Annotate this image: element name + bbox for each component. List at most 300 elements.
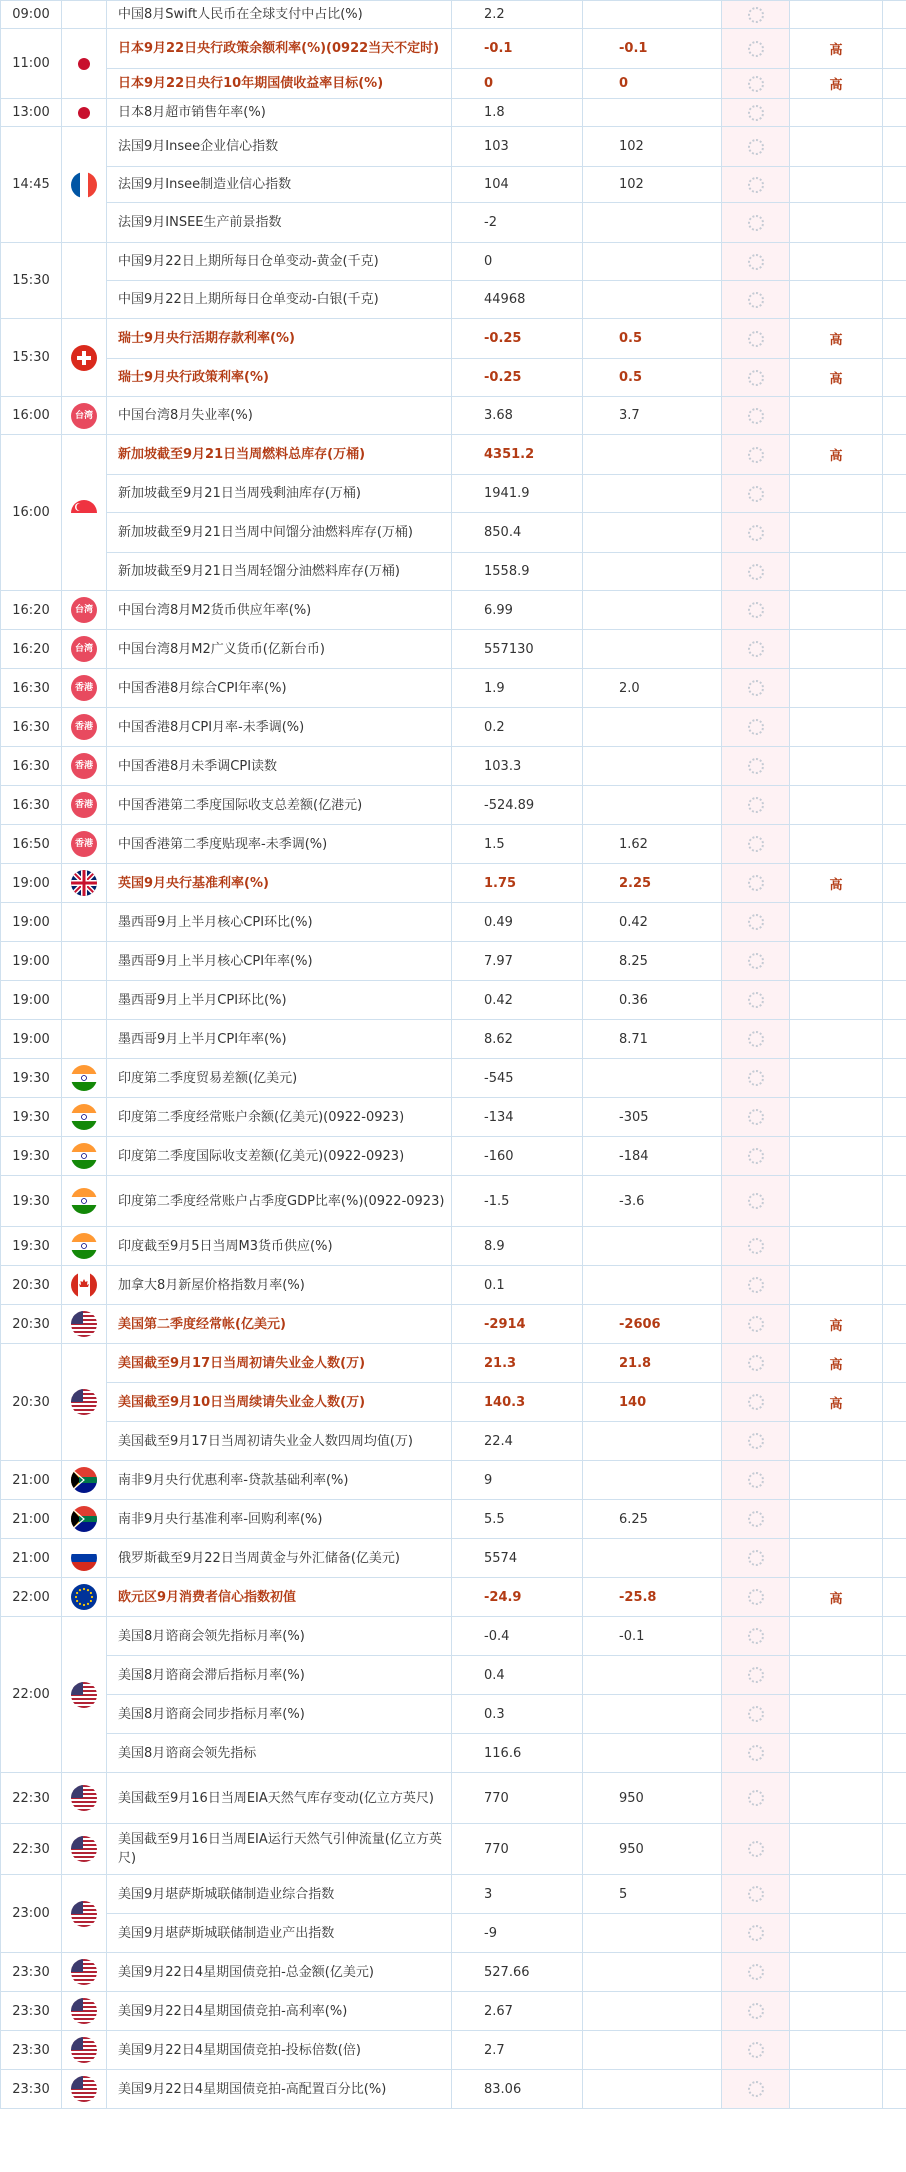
importance-label — [790, 1953, 883, 1992]
country-flag-cell — [62, 747, 107, 786]
indicator-name: 美国8月谘商会同步指标月率(%) — [107, 1695, 452, 1734]
table-row — [1, 1695, 906, 1734]
empty-cell — [883, 1824, 906, 1875]
indicator-name: 中国8月Swift人民币在全球支付中占比(%) — [107, 1, 452, 29]
actual-value: -0.25 — [452, 319, 583, 359]
empty-cell — [883, 397, 906, 435]
actual-value: 83.06 — [452, 2070, 583, 2109]
actual-value: 1.5 — [452, 825, 583, 864]
previous-value — [583, 1227, 722, 1266]
loading-spinner-icon — [748, 1148, 764, 1164]
country-flag-cell — [62, 669, 107, 708]
indicator-name: 中国9月22日上期所每日仓单变动-白银(千克) — [107, 281, 452, 319]
previous-value — [583, 1266, 722, 1305]
event-time: 19:30 — [1, 1176, 62, 1227]
actual-value: 103.3 — [452, 747, 583, 786]
actual-value: -9 — [452, 1914, 583, 1953]
actual-value: 2.67 — [452, 1992, 583, 2031]
importance-label: 高 — [790, 1578, 883, 1617]
actual-value: -545 — [452, 1059, 583, 1098]
empty-cell — [883, 1422, 906, 1461]
empty-cell — [883, 1227, 906, 1266]
importance-label — [790, 1824, 883, 1875]
event-time: 16:30 — [1, 708, 62, 747]
empty-cell — [883, 708, 906, 747]
forecast-cell — [722, 243, 790, 281]
loading-spinner-icon — [748, 292, 764, 308]
importance-label — [790, 2031, 883, 2070]
previous-value: 102 — [583, 167, 722, 203]
previous-value: -0.1 — [583, 1617, 722, 1656]
empty-cell — [883, 1734, 906, 1773]
indicator-name: 墨西哥9月上半月核心CPI年率(%) — [107, 942, 452, 981]
forecast-cell — [722, 69, 790, 99]
forecast-cell — [722, 397, 790, 435]
previous-value: -184 — [583, 1137, 722, 1176]
forecast-cell — [722, 864, 790, 903]
country-flag-cell — [62, 2070, 107, 2109]
event-time: 19:00 — [1, 903, 62, 942]
forecast-cell — [722, 1227, 790, 1266]
actual-value: 140.3 — [452, 1383, 583, 1422]
event-time: 16:30 — [1, 747, 62, 786]
canada-flag-icon — [71, 1272, 97, 1298]
actual-value: 8.9 — [452, 1227, 583, 1266]
event-time: 23:30 — [1, 2070, 62, 2109]
table-row — [1, 1059, 906, 1098]
table-row — [1, 903, 906, 942]
country-flag-cell — [62, 864, 107, 903]
country-flag-cell — [62, 786, 107, 825]
japan-flag-icon — [71, 51, 97, 77]
actual-value: 0.1 — [452, 1266, 583, 1305]
event-time: 23:30 — [1, 1992, 62, 2031]
country-flag-cell — [62, 1461, 107, 1500]
previous-value — [583, 1461, 722, 1500]
empty-cell — [883, 2070, 906, 2109]
importance-label — [790, 1617, 883, 1656]
loading-spinner-icon — [748, 7, 764, 23]
actual-value: 4351.2 — [452, 435, 583, 475]
actual-value: 44968 — [452, 281, 583, 319]
actual-value: 770 — [452, 1824, 583, 1875]
usa-flag-icon — [71, 1785, 97, 1811]
empty-cell — [883, 553, 906, 591]
event-time: 23:30 — [1, 1953, 62, 1992]
forecast-cell — [722, 1578, 790, 1617]
usa-flag-icon — [71, 1901, 97, 1927]
previous-value — [583, 1, 722, 29]
previous-value — [583, 591, 722, 630]
actual-value: 116.6 — [452, 1734, 583, 1773]
indicator-name: 墨西哥9月上半月CPI环比(%) — [107, 981, 452, 1020]
eu-flag-icon — [71, 1584, 97, 1610]
indicator-name: 中国香港8月CPI月率-未季调(%) — [107, 708, 452, 747]
empty-cell — [883, 864, 906, 903]
actual-value: 3 — [452, 1875, 583, 1914]
empty-cell — [883, 2031, 906, 2070]
table-row — [1, 1, 906, 29]
actual-value: 0 — [452, 243, 583, 281]
importance-label: 高 — [790, 1305, 883, 1344]
india-flag-icon — [71, 1104, 97, 1130]
forecast-cell — [722, 2070, 790, 2109]
event-time: 16:00 — [1, 435, 62, 591]
indicator-name: 瑞士9月央行政策利率(%) — [107, 359, 452, 397]
event-time: 16:20 — [1, 630, 62, 669]
table-row — [1, 1500, 906, 1539]
loading-spinner-icon — [748, 1316, 764, 1332]
loading-spinner-icon — [748, 836, 764, 852]
previous-value: 140 — [583, 1383, 722, 1422]
empty-cell — [883, 475, 906, 513]
forecast-cell — [722, 1137, 790, 1176]
previous-value — [583, 786, 722, 825]
loading-spinner-icon — [748, 641, 764, 657]
previous-value — [583, 2031, 722, 2070]
previous-value — [583, 1734, 722, 1773]
forecast-cell — [722, 1266, 790, 1305]
importance-label — [790, 1059, 883, 1098]
event-time: 19:00 — [1, 942, 62, 981]
indicator-name: 中国台湾8月M2广义货币(亿新台币) — [107, 630, 452, 669]
actual-value: 5574 — [452, 1539, 583, 1578]
event-time: 19:00 — [1, 864, 62, 903]
country-flag-cell — [62, 397, 107, 435]
importance-label — [790, 281, 883, 319]
loading-spinner-icon — [748, 1628, 764, 1644]
indicator-name: 南非9月央行基准利率-回购利率(%) — [107, 1500, 452, 1539]
importance-label — [790, 981, 883, 1020]
previous-value: -25.8 — [583, 1578, 722, 1617]
actual-value: 557130 — [452, 630, 583, 669]
importance-label — [790, 1734, 883, 1773]
indicator-name: 日本9月22日央行政策余额利率(%)(0922当天不定时) — [107, 29, 452, 69]
country-flag-cell — [62, 1227, 107, 1266]
table-row — [1, 1875, 906, 1914]
previous-value — [583, 630, 722, 669]
table-row — [1, 2070, 906, 2109]
importance-label: 高 — [790, 319, 883, 359]
actual-value: -2914 — [452, 1305, 583, 1344]
previous-value: 6.25 — [583, 1500, 722, 1539]
usa-flag-icon — [71, 1959, 97, 1985]
indicator-name: 印度第二季度国际收支差额(亿美元)(0922-0923) — [107, 1137, 452, 1176]
loading-spinner-icon — [748, 1886, 764, 1902]
previous-value — [583, 1953, 722, 1992]
india-flag-icon — [71, 1233, 97, 1259]
hongkong-flag-icon: 香港 — [71, 675, 97, 701]
indicator-name: 加拿大8月新屋价格指数月率(%) — [107, 1266, 452, 1305]
actual-value: 6.99 — [452, 591, 583, 630]
singapore-flag-icon — [71, 500, 97, 526]
empty-cell — [883, 1098, 906, 1137]
table-row — [1, 127, 906, 167]
previous-value: 2.0 — [583, 669, 722, 708]
empty-cell — [883, 69, 906, 99]
table-row — [1, 1176, 906, 1227]
forecast-cell — [722, 1383, 790, 1422]
table-row — [1, 942, 906, 981]
table-row — [1, 981, 906, 1020]
country-flag-cell — [62, 1500, 107, 1539]
empty-cell — [883, 359, 906, 397]
table-row — [1, 29, 906, 69]
taiwan-flag-icon: 台湾 — [71, 597, 97, 623]
table-row — [1, 864, 906, 903]
indicator-name: 日本9月22日央行10年期国债收益率目标(%) — [107, 69, 452, 99]
loading-spinner-icon — [748, 215, 764, 231]
country-flag-cell — [62, 1266, 107, 1305]
table-row — [1, 281, 906, 319]
actual-value: 0.3 — [452, 1695, 583, 1734]
indicator-name: 美国9月堪萨斯城联储制造业产出指数 — [107, 1914, 452, 1953]
table-row — [1, 1344, 906, 1383]
forecast-cell — [722, 981, 790, 1020]
table-row — [1, 825, 906, 864]
empty-cell — [883, 513, 906, 553]
forecast-cell — [722, 1914, 790, 1953]
forecast-cell — [722, 786, 790, 825]
loading-spinner-icon — [748, 1667, 764, 1683]
calendar-body — [1, 1, 906, 2109]
table-row — [1, 1137, 906, 1176]
usa-flag-icon — [71, 1389, 97, 1415]
indicator-name: 俄罗斯截至9月22日当周黄金与外汇储备(亿美元) — [107, 1539, 452, 1578]
indicator-name: 欧元区9月消费者信心指数初值 — [107, 1578, 452, 1617]
taiwan-flag-icon: 台湾 — [71, 636, 97, 662]
loading-spinner-icon — [748, 447, 764, 463]
country-flag-cell — [62, 942, 107, 981]
empty-cell — [883, 1578, 906, 1617]
importance-label — [790, 747, 883, 786]
forecast-cell — [722, 630, 790, 669]
previous-value: 0.42 — [583, 903, 722, 942]
previous-value: 1.62 — [583, 825, 722, 864]
loading-spinner-icon — [748, 1550, 764, 1566]
loading-spinner-icon — [748, 177, 764, 193]
importance-label — [790, 1992, 883, 2031]
empty-cell — [883, 1, 906, 29]
event-time: 15:30 — [1, 319, 62, 397]
empty-cell — [883, 1020, 906, 1059]
forecast-cell — [722, 747, 790, 786]
previous-value: 3.7 — [583, 397, 722, 435]
forecast-cell — [722, 1875, 790, 1914]
loading-spinner-icon — [748, 1841, 764, 1857]
table-row — [1, 1578, 906, 1617]
indicator-name: 中国台湾8月失业率(%) — [107, 397, 452, 435]
table-row — [1, 359, 906, 397]
forecast-cell — [722, 1656, 790, 1695]
previous-value: 8.71 — [583, 1020, 722, 1059]
forecast-cell — [722, 825, 790, 864]
event-time: 19:30 — [1, 1059, 62, 1098]
country-flag-cell — [62, 1617, 107, 1773]
event-time: 15:30 — [1, 243, 62, 319]
previous-value — [583, 1539, 722, 1578]
country-flag-cell — [62, 319, 107, 397]
loading-spinner-icon — [748, 1070, 764, 1086]
country-flag-cell — [62, 2031, 107, 2070]
indicator-name: 美国截至9月16日当周EIA运行天然气引伸流量(亿立方英尺) — [107, 1824, 452, 1875]
forecast-cell — [722, 1422, 790, 1461]
forecast-cell — [722, 475, 790, 513]
importance-label — [790, 127, 883, 167]
actual-value: 1558.9 — [452, 553, 583, 591]
actual-value: -134 — [452, 1098, 583, 1137]
table-row — [1, 99, 906, 127]
event-time: 13:00 — [1, 99, 62, 127]
usa-flag-icon — [71, 2037, 97, 2063]
empty-cell — [883, 1176, 906, 1227]
country-flag-cell — [62, 243, 107, 319]
importance-label — [790, 1020, 883, 1059]
event-time: 21:00 — [1, 1539, 62, 1578]
loading-spinner-icon — [748, 953, 764, 969]
empty-cell — [883, 319, 906, 359]
indicator-name: 法国9月Insee制造业信心指数 — [107, 167, 452, 203]
loading-spinner-icon — [748, 758, 764, 774]
forecast-cell — [722, 591, 790, 630]
country-flag-cell — [62, 630, 107, 669]
previous-value — [583, 1656, 722, 1695]
table-row — [1, 243, 906, 281]
importance-label — [790, 513, 883, 553]
previous-value: -2606 — [583, 1305, 722, 1344]
empty-cell — [883, 1137, 906, 1176]
indicator-name: 日本8月超市销售年率(%) — [107, 99, 452, 127]
country-flag-cell — [62, 591, 107, 630]
actual-value: 1941.9 — [452, 475, 583, 513]
previous-value — [583, 1059, 722, 1098]
country-flag-cell — [62, 1059, 107, 1098]
empty-cell — [883, 435, 906, 475]
importance-label — [790, 203, 883, 243]
empty-cell — [883, 1059, 906, 1098]
loading-spinner-icon — [748, 1589, 764, 1605]
table-row — [1, 319, 906, 359]
previous-value — [583, 708, 722, 747]
indicator-name: 南非9月央行优惠利率-贷款基础利率(%) — [107, 1461, 452, 1500]
previous-value — [583, 203, 722, 243]
forecast-cell — [722, 1539, 790, 1578]
table-row — [1, 1227, 906, 1266]
event-time: 21:00 — [1, 1500, 62, 1539]
event-time: 16:50 — [1, 825, 62, 864]
importance-label — [790, 1266, 883, 1305]
indicator-name: 瑞士9月央行活期存款利率(%) — [107, 319, 452, 359]
event-time: 11:00 — [1, 29, 62, 99]
importance-label — [790, 1656, 883, 1695]
previous-value: 0.5 — [583, 319, 722, 359]
loading-spinner-icon — [748, 797, 764, 813]
indicator-name: 美国9月堪萨斯城联储制造业综合指数 — [107, 1875, 452, 1914]
importance-label — [790, 1695, 883, 1734]
country-flag-cell — [62, 1875, 107, 1953]
importance-label — [790, 1461, 883, 1500]
table-row — [1, 630, 906, 669]
country-flag-cell — [62, 708, 107, 747]
country-flag-cell — [62, 29, 107, 99]
loading-spinner-icon — [748, 680, 764, 696]
actual-value: 527.66 — [452, 1953, 583, 1992]
previous-value — [583, 1422, 722, 1461]
indicator-name: 印度截至9月5日当周M3货币供应(%) — [107, 1227, 452, 1266]
empty-cell — [883, 747, 906, 786]
loading-spinner-icon — [748, 1925, 764, 1941]
country-flag-cell — [62, 1578, 107, 1617]
actual-value: 22.4 — [452, 1422, 583, 1461]
indicator-name: 美国9月22日4星期国债竞拍-投标倍数(倍) — [107, 2031, 452, 2070]
importance-label — [790, 1500, 883, 1539]
table-row — [1, 1992, 906, 2031]
actual-value: 850.4 — [452, 513, 583, 553]
country-flag-cell — [62, 1773, 107, 1824]
empty-cell — [883, 825, 906, 864]
country-flag-cell — [62, 1824, 107, 1875]
forecast-cell — [722, 99, 790, 127]
actual-value: -0.4 — [452, 1617, 583, 1656]
event-time: 16:30 — [1, 669, 62, 708]
previous-value: 950 — [583, 1824, 722, 1875]
actual-value: 9 — [452, 1461, 583, 1500]
forecast-cell — [722, 513, 790, 553]
importance-label — [790, 1, 883, 29]
table-row — [1, 1773, 906, 1824]
event-time: 09:00 — [1, 1, 62, 29]
table-row — [1, 1266, 906, 1305]
previous-value — [583, 2070, 722, 2109]
forecast-cell — [722, 1992, 790, 2031]
actual-value: 1.9 — [452, 669, 583, 708]
importance-label — [790, 825, 883, 864]
previous-value: 102 — [583, 127, 722, 167]
importance-label — [790, 243, 883, 281]
indicator-name: 中国香港8月未季调CPI读数 — [107, 747, 452, 786]
country-flag-cell — [62, 1137, 107, 1176]
loading-spinner-icon — [748, 2042, 764, 2058]
loading-spinner-icon — [748, 1394, 764, 1410]
actual-value: 0.49 — [452, 903, 583, 942]
event-time: 14:45 — [1, 127, 62, 243]
india-flag-icon — [71, 1188, 97, 1214]
indicator-name: 中国香港8月综合CPI年率(%) — [107, 669, 452, 708]
indicator-name: 美国9月22日4星期国债竞拍-高利率(%) — [107, 1992, 452, 2031]
table-row — [1, 1617, 906, 1656]
importance-label: 高 — [790, 1383, 883, 1422]
indicator-name: 美国截至9月16日当周EIA天然气库存变动(亿立方英尺) — [107, 1773, 452, 1824]
forecast-cell — [722, 669, 790, 708]
actual-value: -0.25 — [452, 359, 583, 397]
empty-cell — [883, 1914, 906, 1953]
previous-value: 0 — [583, 69, 722, 99]
empty-cell — [883, 281, 906, 319]
forecast-cell — [722, 1773, 790, 1824]
previous-value: 0.36 — [583, 981, 722, 1020]
event-time: 16:30 — [1, 786, 62, 825]
forecast-cell — [722, 1059, 790, 1098]
empty-cell — [883, 1539, 906, 1578]
table-row — [1, 513, 906, 553]
previous-value: 2.25 — [583, 864, 722, 903]
empty-cell — [883, 942, 906, 981]
country-flag-cell — [62, 1098, 107, 1137]
loading-spinner-icon — [748, 331, 764, 347]
country-flag-cell — [62, 1, 107, 29]
importance-label — [790, 942, 883, 981]
loading-spinner-icon — [748, 992, 764, 1008]
